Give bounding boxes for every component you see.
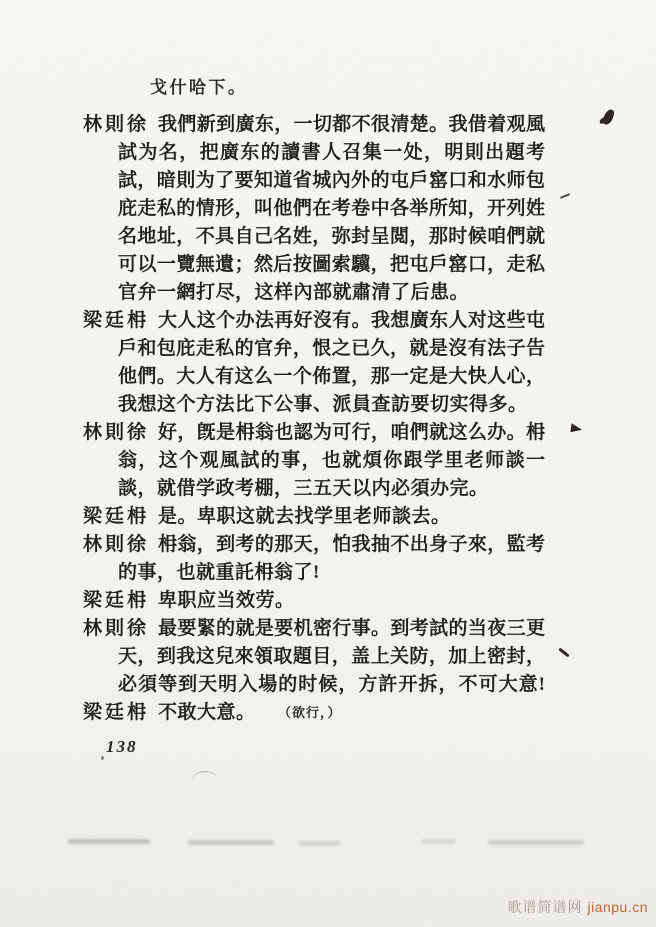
line-text: 好，旣是枏翁也認为可行，咱們就这么办。枏	[158, 422, 545, 443]
watermark-site-name: 歌谱简谱网	[507, 899, 583, 915]
speaker-name: 林則徐	[83, 422, 150, 443]
script-line	[0, 559, 656, 587]
bleed-through-band	[298, 841, 340, 846]
stage-direction-line	[0, 74, 656, 102]
speaker-name: 梁廷枏	[83, 702, 150, 723]
speaker-name: 梁廷枏	[83, 590, 150, 611]
line-text: 他們。大人有这么一个佈置，那一定是大快人心，	[118, 366, 545, 387]
script-line	[0, 195, 656, 223]
script-line	[0, 671, 656, 699]
line-text: 卑职应当效劳。	[158, 590, 295, 611]
ink-speck	[570, 423, 582, 433]
line-text: 談，就借学政考棚，三五天以内必須办完。	[118, 478, 489, 499]
script-line	[0, 643, 656, 671]
line-text: 戶和包庇走私的官弁，恨之已久，就是沒有法子告	[118, 338, 545, 359]
watermark	[0, 897, 648, 917]
script-line	[0, 223, 656, 251]
script-line	[0, 363, 656, 391]
script-line	[0, 587, 656, 615]
script-line	[0, 615, 656, 643]
script-line	[0, 531, 656, 559]
script-line	[0, 475, 656, 503]
page-number: 138	[106, 737, 138, 756]
speaker-name: 林則徐	[83, 618, 150, 639]
speaker-name: 林則徐	[83, 114, 150, 135]
bleed-through-band	[488, 840, 584, 845]
script-line	[0, 111, 656, 139]
speaker-name: 梁廷枏	[83, 310, 150, 331]
script-line	[0, 503, 656, 531]
script-line	[0, 139, 656, 167]
script-line	[0, 699, 656, 727]
watermark-site-domain: jianpu.cn	[587, 899, 648, 915]
inline-stage-note: （欲行，）	[278, 705, 342, 720]
line-text: 必須等到天明入場的时候，方許开拆，不可大意!	[118, 674, 545, 695]
line-text: 可以一覽無遺；然后按圖索驥，把屯戶窰口，走私	[118, 254, 545, 275]
script-line	[0, 307, 656, 335]
bleed-through-band	[68, 839, 150, 844]
line-text: 名地址，不具自己名姓，弥封呈閲，那时候咱們就	[118, 226, 545, 247]
script-line	[0, 447, 656, 475]
line-text: 天，到我这兒來領取題目，盖上关防，加上密封，	[118, 646, 545, 667]
line-text: 官弁一網打尽，这样內部就肅清了后患。	[118, 282, 470, 303]
speaker-name: 林則徐	[83, 534, 150, 555]
script-line	[0, 251, 656, 279]
bleed-through-band	[422, 839, 456, 844]
speaker-name: 梁廷枏	[83, 506, 150, 527]
script-line	[0, 419, 656, 447]
script-line	[0, 335, 656, 363]
script-line	[0, 279, 656, 307]
script-line	[0, 391, 656, 419]
script-line	[0, 167, 656, 195]
line-text: 試，暗則为了要知道省城內外的屯戶窰口和水师包	[118, 170, 545, 191]
line-text: 庇走私的情形，叫他們在考卷中各举所知，开列姓	[118, 198, 545, 219]
line-text: 枏翁，到考的那天，怕我抽不出身子來，監考	[158, 534, 545, 555]
line-text: 試为名，把廣东的讀書人召集一处，明則出題考	[118, 142, 545, 163]
line-text: 翁，这个观風試的事，也就煩你跟学里老师談一	[118, 450, 545, 471]
line-text: 戈什哈下。	[150, 78, 248, 97]
ink-speck	[101, 756, 104, 760]
line-text: 不敢大意。	[158, 702, 256, 723]
line-text: 最要緊的就是要机密行事。到考試的当夜三更	[158, 618, 545, 639]
line-text: 我想这个方法比下公事、派員查訪要切实得多。	[118, 394, 528, 415]
line-text: 我們新到廣东，一切都不很清楚。我借着观風	[158, 114, 545, 135]
pencil-squiggle	[191, 769, 219, 785]
line-text: 大人这个办法再好沒有。我想廣东人对这些屯	[158, 310, 545, 331]
line-text: 是。卑职这就去找学里老师談去。	[158, 506, 451, 527]
line-text: 的事，也就重託枏翁了!	[118, 562, 320, 583]
bleed-through-band	[188, 840, 274, 845]
